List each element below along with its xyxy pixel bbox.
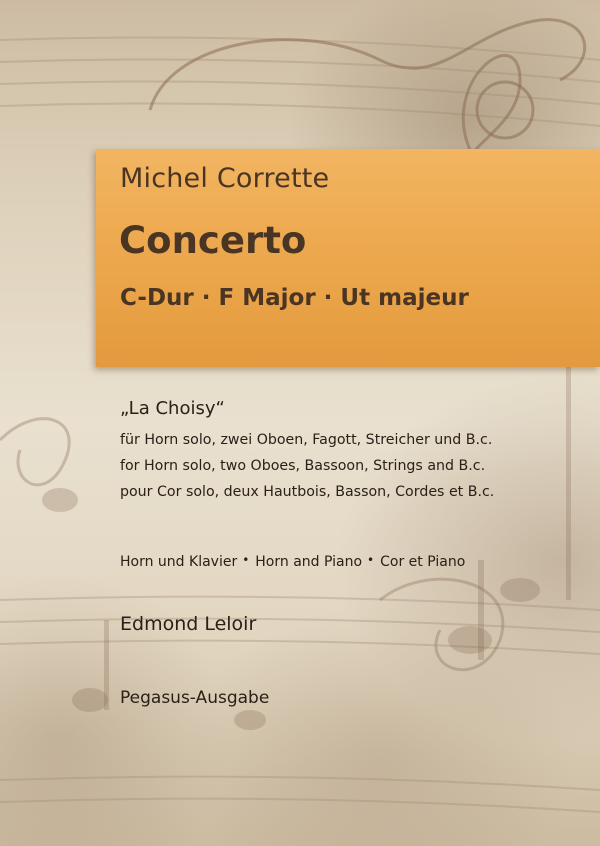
version-german: Horn und Klavier	[120, 554, 238, 570]
key-signature: C-Dur · F Major · Ut majeur	[120, 285, 469, 311]
instrumentation-english: for Horn solo, two Oboes, Bassoon, Strings and B.c.	[120, 458, 486, 474]
edition-versions	[120, 554, 465, 570]
version-french: Cor et Piano	[380, 554, 466, 570]
version-english: Horn and Piano	[255, 554, 363, 570]
publisher-name: Pegasus-Ausgabe	[120, 688, 270, 708]
separator-dot: •	[242, 553, 250, 567]
arranger-name: Edmond Leloir	[120, 613, 257, 635]
work-subtitle: „La Choisy“	[120, 398, 225, 419]
instrumentation-german: für Horn solo, zwei Oboen, Fagott, Streicher und B.c.	[120, 432, 493, 448]
separator-dot: •	[367, 553, 375, 567]
work-title: Concerto	[119, 219, 307, 262]
composer-name: Michel Corrette	[120, 163, 330, 194]
instrumentation-french: pour Cor solo, deux Hautbois, Basson, Cordes et B.c.	[120, 484, 495, 500]
